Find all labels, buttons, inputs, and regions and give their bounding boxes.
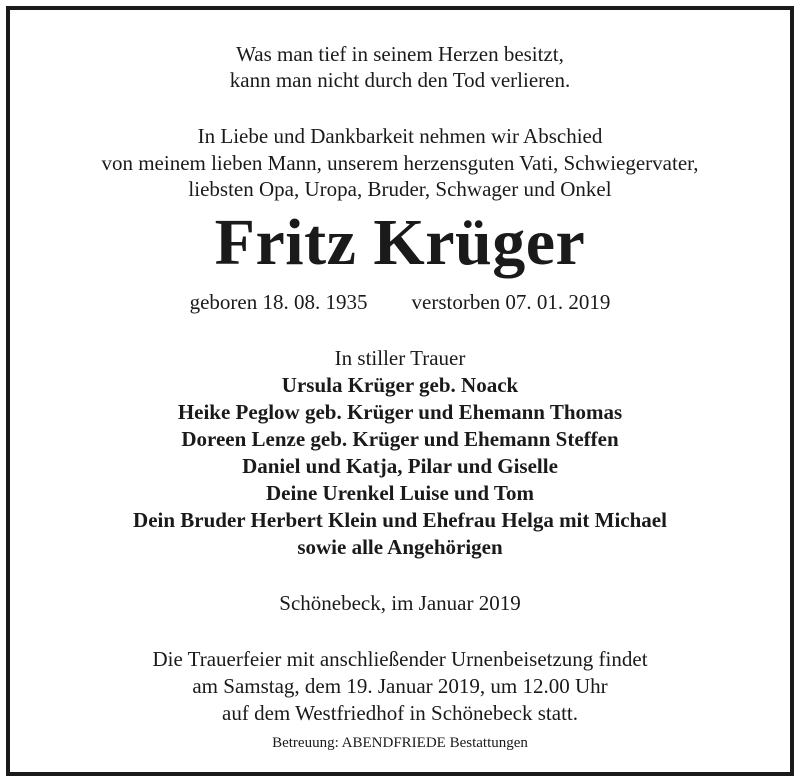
place-and-date: Schönebeck, im Januar 2019 (279, 591, 521, 615)
mourner-line: Daniel und Katja, Pilar und Giselle (242, 454, 558, 478)
mourner-line: Heike Peglow geb. Krüger und Ehemann Thomas (177, 400, 623, 424)
mourner-line: Ursula Krüger geb. Noack (281, 373, 519, 397)
mourner-line: Deine Urenkel Luise und Tom (265, 481, 534, 505)
motto-line-2: kann man nicht durch den Tod verlieren. (229, 68, 571, 92)
intro-line-2: von meinem lieben Mann, unserem herzensguten Vati, Schwiegervater, (101, 151, 699, 175)
ceremony-line-2: am Samstag, dem 19. Januar 2019, um 12.00 Uhr (192, 674, 608, 698)
mourner-line: Doreen Lenze geb. Krüger und Ehemann Steffen (181, 427, 619, 451)
mourner-line: Dein Bruder Herbert Klein und Ehefrau Helga mit Michael (133, 508, 667, 532)
motto-line-1: Was man tief in seinem Herzen besitzt, (236, 42, 564, 66)
mourners-heading: In stiller Trauer (334, 346, 466, 370)
death-date: verstorben 07. 01. 2019 (411, 290, 611, 314)
birth-date: geboren 18. 08. 1935 (189, 290, 368, 314)
mourner-line: sowie alle Angehörigen (297, 535, 503, 559)
deceased-name: Fritz Krüger (214, 206, 586, 279)
intro-line-1: In Liebe und Dankbarkeit nehmen wir Abschied (197, 124, 603, 148)
intro-line-3: liebsten Opa, Uropa, Bruder, Schwager und Onkel (188, 177, 612, 201)
ceremony-line-3: auf dem Westfriedhof in Schönebeck statt. (222, 701, 578, 725)
ceremony-line-1: Die Trauerfeier mit anschließender Urnenbeisetzung findet (152, 647, 648, 671)
life-dates (10, 289, 790, 315)
obituary-notice (6, 6, 794, 776)
undertaker-credit: Betreuung: ABENDFRIEDE Bestattungen (272, 735, 528, 751)
